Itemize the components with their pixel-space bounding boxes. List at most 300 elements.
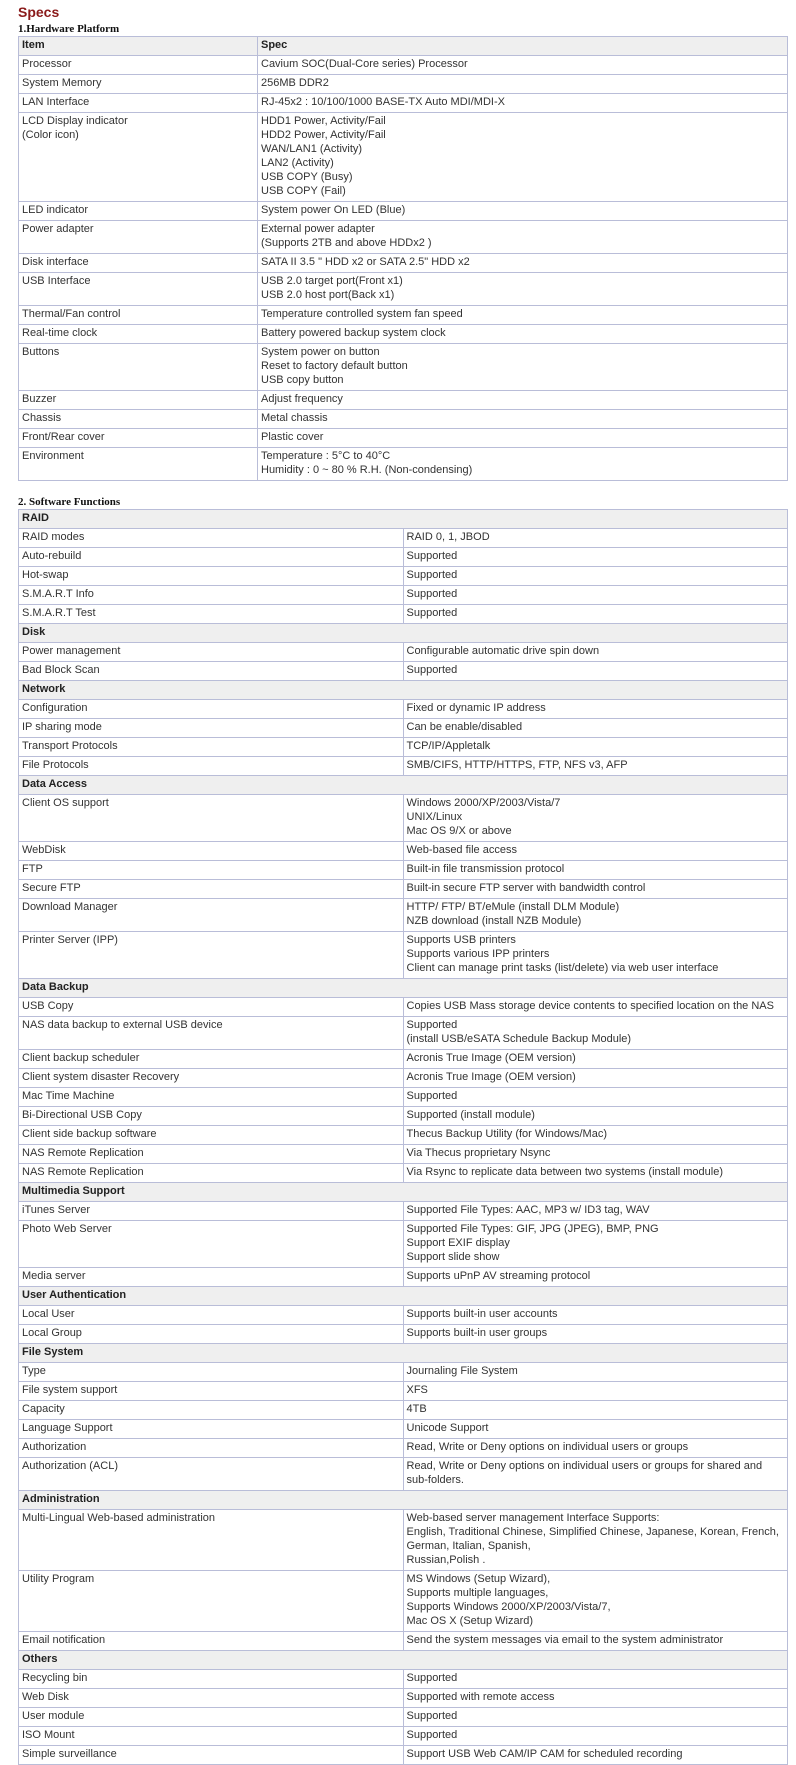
item-cell <box>19 325 258 344</box>
table-row <box>19 1420 788 1439</box>
item-cell-line: LED indicator <box>22 204 89 216</box>
item-cell-line: Disk interface <box>22 256 89 268</box>
item-cell <box>19 700 404 719</box>
table-row <box>19 1571 788 1632</box>
item-cell-line: Auto-rebuild <box>22 550 82 562</box>
item-cell <box>19 1420 404 1439</box>
item-cell-line: Language Support <box>22 1422 113 1434</box>
table-row <box>19 1145 788 1164</box>
spec-cell <box>258 306 788 325</box>
spec-cell <box>403 1050 788 1069</box>
item-cell-line: IP sharing mode <box>22 721 102 733</box>
spec-cell-line: Configurable automatic drive spin down <box>406 645 600 657</box>
item-cell <box>19 932 404 979</box>
table-row <box>19 1088 788 1107</box>
group-header-row <box>19 1344 788 1363</box>
item-cell-line: Media server <box>22 1270 86 1282</box>
table-row <box>19 1017 788 1050</box>
spec-cell <box>403 1306 788 1325</box>
item-cell-line: Chassis <box>22 412 62 424</box>
item-cell-line: Authorization (ACL) <box>22 1460 118 1472</box>
item-cell <box>19 529 404 548</box>
item-cell <box>19 1306 404 1325</box>
spec-cell-line: Mac OS 9/X or above <box>406 825 512 837</box>
spec-cell-line: Supported <box>406 1090 458 1102</box>
table-row <box>19 719 788 738</box>
spec-cell <box>403 1126 788 1145</box>
column-header-spec: Spec <box>258 37 788 56</box>
item-cell <box>19 1632 404 1651</box>
spec-cell-line: Supported with remote access <box>406 1691 555 1703</box>
spec-cell-line: Humidity : 0 ~ 80 % R.H. (Non-condensing) <box>261 464 473 476</box>
spec-cell <box>403 1325 788 1344</box>
spec-cell-line: Supported <box>406 1710 458 1722</box>
item-cell-line: NAS Remote Replication <box>22 1166 144 1178</box>
item-cell <box>19 1439 404 1458</box>
spec-cell <box>258 273 788 306</box>
column-header-item: Item <box>19 37 258 56</box>
item-cell <box>19 861 404 880</box>
spec-cell-line: Read, Write or Deny options on individual users or groups <box>406 1441 689 1453</box>
table-row <box>19 113 788 202</box>
spec-cell <box>403 899 788 932</box>
spec-cell-line: HTTP/ FTP/ BT/eMule (install DLM Module) <box>406 901 620 913</box>
table-row <box>19 1670 788 1689</box>
spec-cell-line: USB COPY (Busy) <box>261 171 353 183</box>
spec-cell-line: Thecus Backup Utility (for Windows/Mac) <box>406 1128 607 1140</box>
spec-cell-line: Support USB Web CAM/IP CAM for scheduled recording <box>406 1748 683 1760</box>
spec-cell-line: Supports Windows 2000/XP/2003/Vista/7, <box>406 1601 611 1613</box>
item-cell-line: RAID modes <box>22 531 85 543</box>
table-row <box>19 998 788 1017</box>
spec-cell-line: Send the system messages via email to the system administrator <box>406 1634 724 1646</box>
item-cell <box>19 1363 404 1382</box>
spec-cell-line: Supported <box>406 550 458 562</box>
item-cell <box>19 1571 404 1632</box>
spec-cell <box>258 221 788 254</box>
hardware-heading: 1.Hardware Platform <box>18 23 120 35</box>
table-row <box>19 643 788 662</box>
spec-cell-line: Supported <box>406 1019 458 1031</box>
item-cell-line: iTunes Server <box>22 1204 91 1216</box>
spec-cell <box>403 643 788 662</box>
spec-cell-line: Can be enable/disabled <box>406 721 523 733</box>
table-row <box>19 306 788 325</box>
item-cell <box>19 1382 404 1401</box>
item-cell <box>19 306 258 325</box>
spec-cell-line: Temperature : 5°C to 40°C <box>261 450 391 462</box>
table-row <box>19 1382 788 1401</box>
spec-cell-line: System power on button <box>261 346 380 358</box>
spec-cell <box>403 1510 788 1571</box>
spec-cell-line: Supported <box>406 1672 458 1684</box>
item-cell-line: Real-time clock <box>22 327 98 339</box>
spec-cell <box>258 254 788 273</box>
item-cell-line: Simple surveillance <box>22 1748 117 1760</box>
table-row <box>19 448 788 481</box>
hardware-table <box>18 36 788 481</box>
group-header-row <box>19 1651 788 1670</box>
item-cell <box>19 75 258 94</box>
spec-cell-line: Supported <box>406 1729 458 1741</box>
item-cell-line: Printer Server (IPP) <box>22 934 118 946</box>
item-cell <box>19 202 258 221</box>
item-cell-line: Photo Web Server <box>22 1223 112 1235</box>
table-row <box>19 880 788 899</box>
table-row <box>19 273 788 306</box>
item-cell <box>19 273 258 306</box>
spec-cell <box>403 795 788 842</box>
item-cell-line: Multi-Lingual Web-based administration <box>22 1512 216 1524</box>
software-table <box>18 509 788 1765</box>
item-cell <box>19 113 258 202</box>
group-title: Network <box>19 681 788 700</box>
item-cell <box>19 1126 404 1145</box>
table-row <box>19 1708 788 1727</box>
item-cell-line: File Protocols <box>22 759 89 771</box>
spec-cell-line: Web-based file access <box>406 844 517 856</box>
item-cell-line: Client backup scheduler <box>22 1052 140 1064</box>
item-cell <box>19 1458 404 1491</box>
spec-cell <box>258 344 788 391</box>
item-cell <box>19 1689 404 1708</box>
spec-cell <box>403 1363 788 1382</box>
table-row <box>19 548 788 567</box>
item-cell-line: Configuration <box>22 702 88 714</box>
spec-cell <box>403 700 788 719</box>
item-cell-line: LAN Interface <box>22 96 90 108</box>
spec-cell <box>403 1221 788 1268</box>
item-cell-line: USB Interface <box>22 275 91 287</box>
section-spacer <box>18 481 788 495</box>
item-cell <box>19 1050 404 1069</box>
item-cell <box>19 586 404 605</box>
item-cell <box>19 1088 404 1107</box>
item-cell-line: ISO Mount <box>22 1729 75 1741</box>
spec-cell <box>403 1268 788 1287</box>
group-header-row <box>19 1491 788 1510</box>
table-row <box>19 842 788 861</box>
item-cell-line: Client side backup software <box>22 1128 157 1140</box>
table-row <box>19 325 788 344</box>
item-cell-line: Recycling bin <box>22 1672 88 1684</box>
spec-cell-line: USB COPY (Fail) <box>261 185 346 197</box>
spec-cell <box>258 202 788 221</box>
spec-cell-line: Supports built-in user groups <box>406 1327 548 1339</box>
item-cell-line: USB Copy <box>22 1000 74 1012</box>
spec-cell-line: Reset to factory default button <box>261 360 408 372</box>
item-cell <box>19 842 404 861</box>
group-title: File System <box>19 1344 788 1363</box>
table-row <box>19 429 788 448</box>
spec-cell-line: RAID 0, 1, JBOD <box>406 531 490 543</box>
item-cell <box>19 1107 404 1126</box>
item-cell <box>19 1268 404 1287</box>
spec-cell <box>403 1017 788 1050</box>
spec-cell <box>403 1401 788 1420</box>
spec-cell-line: Fixed or dynamic IP address <box>406 702 546 714</box>
spec-cell-line: Supports multiple languages, <box>406 1587 549 1599</box>
spec-cell <box>403 1069 788 1088</box>
spec-cell <box>403 662 788 681</box>
spec-cell-line: HDD2 Power, Activity/Fail <box>261 129 386 141</box>
table-row <box>19 1325 788 1344</box>
item-cell <box>19 1164 404 1183</box>
table-row <box>19 586 788 605</box>
group-header-row <box>19 681 788 700</box>
spec-cell-line: Web-based server management Interface Supports: <box>406 1512 660 1524</box>
spec-cell-line: NZB download (install NZB Module) <box>406 915 582 927</box>
spec-cell-line: Windows 2000/XP/2003/Vista/7 <box>406 797 561 809</box>
table-row <box>19 1164 788 1183</box>
spec-cell <box>403 1145 788 1164</box>
item-cell-line: Power adapter <box>22 223 94 235</box>
spec-cell <box>403 998 788 1017</box>
item-cell-line: Hot-swap <box>22 569 69 581</box>
group-title: Data Access <box>19 776 788 795</box>
group-title: Data Backup <box>19 979 788 998</box>
spec-cell-line: Acronis True Image (OEM version) <box>406 1052 576 1064</box>
spec-cell <box>258 113 788 202</box>
spec-cell <box>258 94 788 113</box>
table-row <box>19 1458 788 1491</box>
item-cell <box>19 795 404 842</box>
spec-cell-line: Via Thecus proprietary Nsync <box>406 1147 551 1159</box>
spec-cell <box>403 932 788 979</box>
item-cell <box>19 1221 404 1268</box>
spec-cell-line: MS Windows (Setup Wizard), <box>406 1573 551 1585</box>
table-row <box>19 75 788 94</box>
spec-cell-line: Unicode Support <box>406 1422 489 1434</box>
item-cell-line: FTP <box>22 863 43 875</box>
item-cell-line: Front/Rear cover <box>22 431 105 443</box>
item-cell <box>19 643 404 662</box>
spec-cell-line: Supports uPnP AV streaming protocol <box>406 1270 591 1282</box>
table-row <box>19 899 788 932</box>
spec-cell-line: Supported File Types: GIF, JPG (JPEG), BMP, PNG <box>406 1223 659 1235</box>
item-cell-line: NAS Remote Replication <box>22 1147 144 1159</box>
item-cell-line: Bi-Directional USB Copy <box>22 1109 142 1121</box>
item-cell <box>19 548 404 567</box>
spec-cell <box>403 1727 788 1746</box>
group-header-row <box>19 776 788 795</box>
spec-cell-line: Acronis True Image (OEM version) <box>406 1071 576 1083</box>
spec-cell-line: Plastic cover <box>261 431 324 443</box>
item-cell <box>19 410 258 429</box>
item-cell-line: S.M.A.R.T Test <box>22 607 96 619</box>
item-cell-line: Environment <box>22 450 84 462</box>
hardware-table-header <box>19 37 788 56</box>
spec-cell-line: LAN2 (Activity) <box>261 157 334 169</box>
spec-cell-line: Supports various IPP printers <box>406 948 550 960</box>
group-title: Others <box>19 1651 788 1670</box>
group-header-row <box>19 510 788 529</box>
table-row <box>19 1510 788 1571</box>
group-title: Administration <box>19 1491 788 1510</box>
spec-cell-line: Supported (install module) <box>406 1109 535 1121</box>
spec-cell <box>258 75 788 94</box>
group-title: Disk <box>19 624 788 643</box>
item-cell <box>19 429 258 448</box>
table-row <box>19 56 788 75</box>
spec-cell-line: WAN/LAN1 (Activity) <box>261 143 363 155</box>
spec-cell <box>403 1632 788 1651</box>
item-cell <box>19 1145 404 1164</box>
spec-cell <box>258 410 788 429</box>
spec-cell-line: (Supports 2TB and above HDDx2 ) <box>261 237 432 249</box>
table-row <box>19 344 788 391</box>
spec-cell-line: 4TB <box>406 1403 427 1415</box>
spec-cell <box>403 1107 788 1126</box>
page-title: Specs <box>18 4 60 20</box>
spec-cell-line: Russian,Polish . <box>406 1554 486 1566</box>
spec-cell <box>403 1164 788 1183</box>
spec-cell <box>403 719 788 738</box>
table-row <box>19 738 788 757</box>
spec-cell-line: Journaling File System <box>406 1365 518 1377</box>
item-cell-line: Local User <box>22 1308 75 1320</box>
item-cell <box>19 567 404 586</box>
item-cell-line: Local Group <box>22 1327 82 1339</box>
table-row <box>19 1439 788 1458</box>
spec-cell-line: Support slide show <box>406 1251 500 1263</box>
spec-cell <box>403 842 788 861</box>
spec-cell <box>403 1202 788 1221</box>
item-cell-line: NAS data backup to external USB device <box>22 1019 223 1031</box>
table-row <box>19 1632 788 1651</box>
spec-cell-line: Client can manage print tasks (list/delete) via web user interface <box>406 962 719 974</box>
item-cell <box>19 662 404 681</box>
item-cell-line: File system support <box>22 1384 118 1396</box>
table-row <box>19 932 788 979</box>
spec-cell <box>403 1708 788 1727</box>
item-cell-line: Capacity <box>22 1403 65 1415</box>
table-row <box>19 795 788 842</box>
item-cell-line: Download Manager <box>22 901 118 913</box>
table-row <box>19 221 788 254</box>
item-cell-line: Power management <box>22 645 121 657</box>
spec-cell-line: HDD1 Power, Activity/Fail <box>261 115 386 127</box>
spec-cell-line: TCP/IP/Appletalk <box>406 740 491 752</box>
table-row <box>19 1126 788 1145</box>
table-row <box>19 1401 788 1420</box>
table-row <box>19 567 788 586</box>
spec-cell <box>403 1420 788 1439</box>
item-cell <box>19 605 404 624</box>
spec-cell-line: Supported <box>406 607 458 619</box>
spec-cell-line: System power On LED (Blue) <box>261 204 406 216</box>
table-row <box>19 1746 788 1765</box>
spec-cell-line: SMB/CIFS, HTTP/HTTPS, FTP, NFS v3, AFP <box>406 759 628 771</box>
item-cell <box>19 1069 404 1088</box>
spec-cell <box>403 1088 788 1107</box>
table-row <box>19 700 788 719</box>
spec-cell-line: Support EXIF display <box>406 1237 510 1249</box>
spec-cell <box>403 1689 788 1708</box>
spec-cell-line: Supports built-in user accounts <box>406 1308 558 1320</box>
spec-cell-line: Adjust frequency <box>261 393 343 405</box>
spec-cell-line: Supported <box>406 569 458 581</box>
item-cell <box>19 1727 404 1746</box>
group-header-row <box>19 979 788 998</box>
item-cell-line: Secure FTP <box>22 882 81 894</box>
item-cell <box>19 344 258 391</box>
table-row <box>19 605 788 624</box>
spec-cell <box>403 586 788 605</box>
table-row <box>19 1363 788 1382</box>
spec-cell <box>403 1439 788 1458</box>
spec-cell <box>403 861 788 880</box>
item-cell-line: (Color icon) <box>22 129 79 141</box>
item-cell <box>19 1017 404 1050</box>
item-cell <box>19 1325 404 1344</box>
item-cell-line: S.M.A.R.T Info <box>22 588 94 600</box>
item-cell <box>19 448 258 481</box>
item-cell <box>19 1202 404 1221</box>
table-row <box>19 662 788 681</box>
item-cell <box>19 1670 404 1689</box>
item-cell-line: Client OS support <box>22 797 109 809</box>
item-cell-line: WebDisk <box>22 844 66 856</box>
item-cell <box>19 1746 404 1765</box>
spec-cell-line: USB 2.0 host port(Back x1) <box>261 289 395 301</box>
spec-cell <box>258 429 788 448</box>
table-row <box>19 1202 788 1221</box>
spec-cell-line: English, Traditional Chinese, Simplified Chinese, Japanese, Korean, French, German, Italian, Spanish, <box>406 1526 779 1552</box>
spec-cell <box>403 529 788 548</box>
table-row <box>19 1306 788 1325</box>
item-cell <box>19 254 258 273</box>
item-cell-line: Mac Time Machine <box>22 1090 115 1102</box>
spec-cell-line: UNIX/Linux <box>406 811 463 823</box>
spec-cell-line: Supported File Types: AAC, MP3 w/ ID3 tag, WAV <box>406 1204 650 1216</box>
table-row <box>19 1268 788 1287</box>
item-cell-line: Thermal/Fan control <box>22 308 121 320</box>
item-cell <box>19 1401 404 1420</box>
spec-cell-line: Via Rsync to replicate data between two systems (install module) <box>406 1166 723 1178</box>
spec-cell <box>403 1382 788 1401</box>
spec-cell <box>403 757 788 776</box>
spec-cell <box>403 880 788 899</box>
item-cell <box>19 94 258 113</box>
table-row <box>19 861 788 880</box>
spec-cell-line: USB 2.0 target port(Front x1) <box>261 275 403 287</box>
spec-cell <box>258 448 788 481</box>
item-cell-line: Buzzer <box>22 393 57 405</box>
item-cell-line: User module <box>22 1710 85 1722</box>
item-cell <box>19 1708 404 1727</box>
spec-cell-line: RJ-45x2 : 10/100/1000 BASE-TX Auto MDI/MDI-X <box>261 96 505 108</box>
spec-cell <box>258 56 788 75</box>
spec-cell-line: Built-in file transmission protocol <box>406 863 565 875</box>
item-cell <box>19 899 404 932</box>
group-title: RAID <box>19 510 788 529</box>
item-cell-line: Client system disaster Recovery <box>22 1071 180 1083</box>
item-cell <box>19 738 404 757</box>
table-row <box>19 94 788 113</box>
spec-cell-line: Supported <box>406 664 458 676</box>
spec-cell <box>403 1571 788 1632</box>
spec-cell-line: Battery powered backup system clock <box>261 327 446 339</box>
spec-cell-line: Built-in secure FTP server with bandwidth control <box>406 882 646 894</box>
item-cell <box>19 719 404 738</box>
item-cell-line: System Memory <box>22 77 102 89</box>
spec-cell-line: XFS <box>406 1384 428 1396</box>
group-header-row <box>19 1183 788 1202</box>
item-cell-line: LCD Display indicator <box>22 115 128 127</box>
specs-page <box>18 3 788 1765</box>
item-cell <box>19 221 258 254</box>
